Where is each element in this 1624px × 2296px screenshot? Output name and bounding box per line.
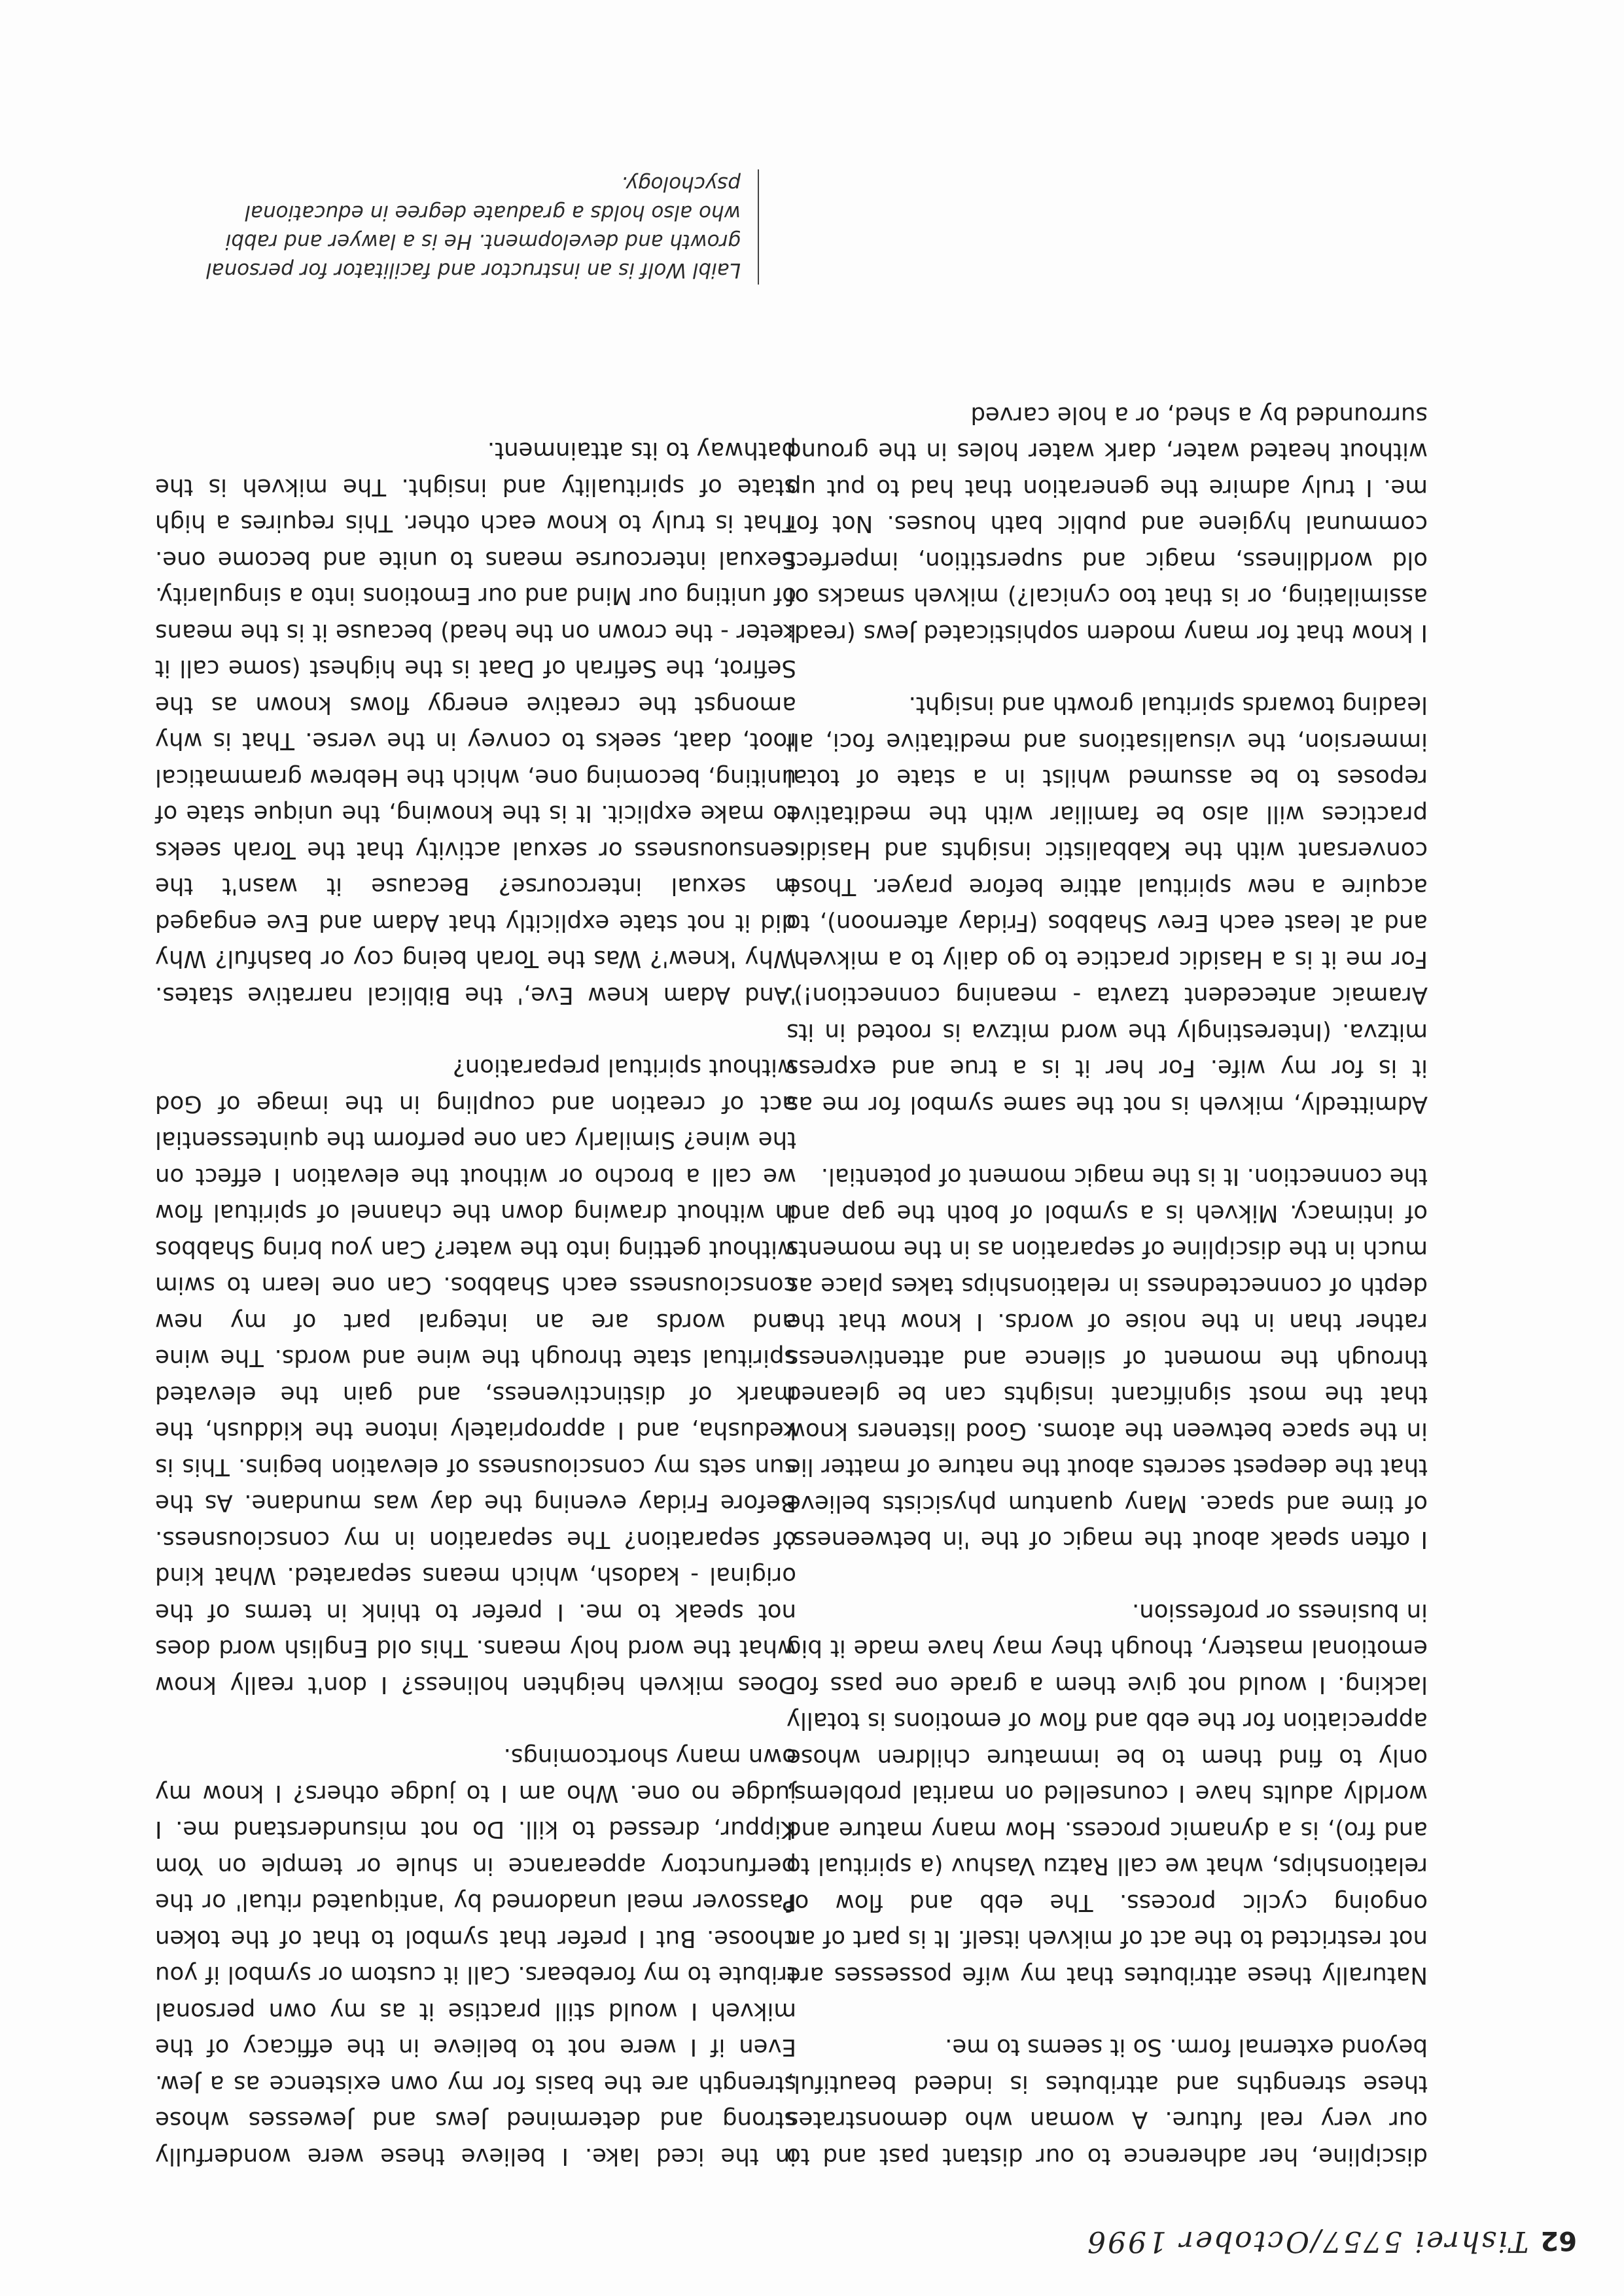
page-header: [1086, 2225, 1577, 2258]
article-column-left: [786, 361, 1428, 2175]
paragraph: discipline, her adherence to our distant past and to our very real future. A woman who demonstrates these strengths and attributes is indeed beautiful, beyond external form. So it seems to me.: [786, 2034, 1428, 2170]
issue-date: Tishrei 5757/October 1996: [1085, 2225, 1529, 2258]
paragraph: Admittedly, mikveh is not the same symbol for me as it is for my wife. For her it is a true and express mitzva. (Interestingly the word mitzva is rooted in its Aramaic antecedent tzavta - meaning connection!). For me it is a Hasidic practice to go daily to a mikveh, and at least each Erev Shabbos (Friday afternoon), to acquire a new spiritual attire before prayer. Those conversant with the Kabbalistic insights and Hasidic practices will also be familiar with the meditative reposes to be assumed whilst in a state of total immersion, the visualisations and meditative foci, all leading towards spiritual growth and insight.: [786, 691, 1428, 1118]
page-number: 62: [1540, 2225, 1577, 2255]
paragraph: in the iced lake. I believe these were wonderfully strong and determined Jews and Jewesses whose strength are the basis for my own existence as a Jew. Even if I were not to believe in the efficacy of the mikveh I would still practise it as my own personal tribute to my forebears. Call it custom or symbol if you choose. But I prefer that symbol to that of the token Passover meal unadorned by 'antiquated ritual' or the perfunctory appearance in shule or temple on Yom Kippur, dressed to kill. Do not misunderstand me. I judge no one. Who am I to judge others? I know my own many shortcomings.: [155, 1743, 796, 2170]
paragraph: Naturally these attributes that my wife possesses are not restricted to the act of mikveh itself. It is part of an ongoing cyclic process. The ebb and flow of relationships, what we call Ratzu Vashuv (a spiritual to and fro), is a dynamic process. How many mature and worldly adults have I counselled on marital problems, only to find them to be immature children whose appreciation for the ebb and flow of emotions is totally lacking. I would not give them a grade one pass for emotional mastery, though they may have made it big in business or profession.: [786, 1599, 1428, 1989]
paragraph: 'And Adam knew Eve,' the Biblical narrative states. Why 'knew'? Was the Torah being coy or bashful? Why did it not state explicitly that Adam and Eve engaged in sexual intercourse? Because it wasn't the sensuousness or sexual activity that the Torah seeks to make explicit. It is the knowing, the unique state of uniting, becoming one, which the Hebrew grammatical root, daat, seeks to convey in the verse. That is why amongst the creative energy flows known as the Sefirot, the Sefirah of Daat is the highest (some call it keter - the crown on the head) because it is the means of uniting our Mind and our Emotions into a singularity. Sexual intercourse means to unite and become one. That is truly to know each other. This requires a high state of spirituality and insight. The mikveh is the pathway to its attainment.: [155, 437, 796, 1009]
article-column-right: [155, 396, 796, 2174]
paragraph: I often speak about the magic of the 'in betweeness' of time and space. Many quantum physicists believe that the deepest secrets about the nature of matter lie in the space between the atoms. Good listeners know that the most significant insights can be gleaned through the moment of silence and attentiveness rather than in the noise of words. I know that the depth of connectedness in relationships takes place as much in the discipline of separation as in the moments of intimacy. Mikveh is a symbol of both the gap and the connection. It is the magic moment of potential.: [786, 1163, 1428, 1554]
author-bio: Laibl Wolf is an instructor and facilitator for personal growth and development. He is a lawyer and rabbi who also holds a graduate degree in educational psychology.: [204, 169, 759, 285]
paragraph: I know that for many modern sophisticated Jews (read: assimilating, or is that too cynical?) mikveh smacks of old worldliness, magic and superstition, imperfect communal hygiene and public bath houses. Not for me. I truly admire the generation that had to put up without heated water, dark water holes in the ground surrounded by a shed, or a hole carved: [786, 402, 1428, 646]
paragraph: Does mikveh heighten holiness? I don't really know what the word holy means. This old English word does not speak to me. I prefer to think in terms of the original - kadosh, which means separated. What kind of separation? The separation in my consciousness. Before Friday evening the day was mundane. As the sun sets my consciousness of elevation begins. This is kedusha, and I appropriately intone the kiddush, the mark of distinctiveness, and gain the elevated spiritual state through the wine and words. The wine and words are an integral part of my new consciousness each Shabbos. Can one learn to swim without getting into the water? Can you bring Shabbos in without drawing down the channel of spiritual flow we call a brocho or without the elevation I effect on the wine? Similarly can one perform the quintessential act of creation and coupling in the image of God without spiritual preparation?: [155, 1054, 796, 1698]
